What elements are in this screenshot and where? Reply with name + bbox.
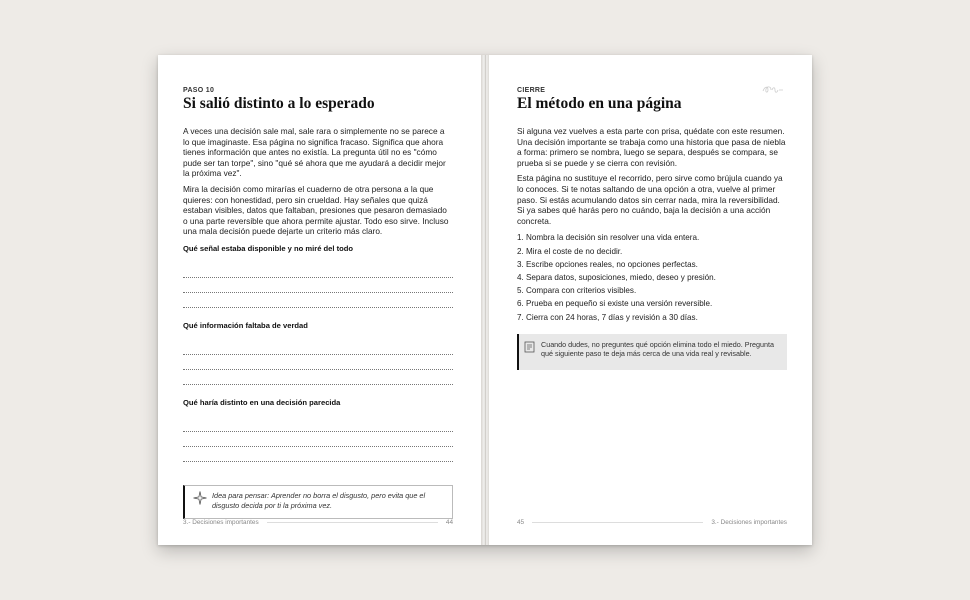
list-item: 2. Mira el coste de no decidir. (517, 246, 623, 256)
sparkle-icon (193, 491, 207, 510)
method-steps (517, 231, 787, 323)
right-kicker: CIERRE (517, 87, 546, 94)
list-item: 6. Prueba en pequeño si existe una versión reversible. (517, 299, 713, 309)
right-paragraph-2: Esta página no sustituye el recorrido, pero sirve como brújula cuando ya lo conoces. Si te notas saltando de una opción a otra, vuelve al primer paso. Si estás acumulando datos sin cerrar nada, mira la reversibilidad. Si ya sabes qué harás pero no cuándo, baja la decisión a una acción concreta. (517, 173, 783, 226)
list-item: 5. Compara con criterios visibles. (517, 286, 637, 296)
answer-lines-1 (183, 261, 453, 308)
question-1: Qué señal estaba disponible y no miré del todo (183, 243, 354, 253)
footer-section: 3.- Decisiones importantes (711, 519, 787, 526)
answer-line[interactable] (183, 432, 453, 447)
summary-callout (517, 334, 787, 370)
footer-rule (267, 522, 438, 523)
answer-lines-2 (183, 338, 453, 385)
left-paragraph-2: Mira la decisión como mirarías el cuaderno de otra persona a la que quieres: con honestidad, pero sin crueldad. Hay señales que quizá estaban visibles, datos que faltaban, presiones que pesaron demasiado o una parte reversible que ahora permite ajustar. Todo eso sirve. Incluso una mala decisión puede dejarte un criterio más claro. (183, 183, 449, 237)
answer-line[interactable] (183, 278, 453, 293)
left-paragraph-1: A veces una decisión sale mal, sale rara o simplemente no se parece a lo que imaginaste. Esa página no significa fracaso. Significa que ahora tienes información que antes no existía. La pregunta útil no es "cómo pude ser tan torpe", sino "qué sé ahora que me ayudará a decidir mejor la próxima vez". (183, 126, 446, 179)
answer-line[interactable] (183, 355, 453, 370)
list-item: 4. Separa datos, suposiciones, miedo, deseo y presión. (517, 272, 716, 282)
answer-line[interactable] (183, 338, 453, 355)
footer-rule (532, 522, 703, 523)
question-3: Qué haría distinto en una decisión parecida (183, 397, 341, 407)
list-item: 3. Escribe opciones reales, no opciones perfectas. (517, 259, 698, 269)
note-text: Idea para pensar: Aprender no borra el disgusto, pero evita que el disgusto decida por ti la próxima vez. (212, 490, 426, 510)
doodle-icon (762, 82, 784, 100)
answer-line[interactable] (183, 370, 453, 385)
question-2: Qué información faltaba de verdad (183, 320, 308, 330)
book-gutter (481, 55, 489, 545)
right-title: El método en una página (517, 95, 682, 112)
list-item: 1. Nombra la decisión sin resolver una vida entera. (517, 233, 700, 243)
open-book (158, 55, 812, 545)
list-item: 7. Cierra con 24 horas, 7 días y revisión a 30 días. (517, 312, 698, 322)
document-icon (524, 340, 535, 358)
left-footer (183, 519, 453, 526)
right-page (489, 55, 812, 545)
answer-lines-3 (183, 415, 453, 462)
footer-section: 3.- Decisiones importantes (183, 519, 259, 526)
right-paragraph-1: Si alguna vez vuelves a esta parte con prisa, quédate con este resumen. Una decisión importante se trabaja como una historia que pasa de niebla a forma: primero se nombra, luego se separa, después se compara, se prueba si se puede y se cierra con revisión. (517, 126, 786, 168)
answer-line[interactable] (183, 415, 453, 432)
right-footer (517, 519, 787, 526)
answer-line[interactable] (183, 293, 453, 308)
answer-line[interactable] (183, 261, 453, 278)
left-page (158, 55, 481, 545)
thinking-note (183, 485, 453, 519)
page-number: 45 (517, 519, 525, 526)
callout-text: Cuando dudes, no preguntes qué opción elimina todo el miedo. Pregunta qué siguiente paso te deja más cerca de una vida real y revisable. (541, 339, 774, 359)
left-title: Si salió distinto a lo esperado (183, 95, 375, 112)
answer-line[interactable] (183, 447, 453, 462)
left-kicker: PASO 10 (183, 87, 215, 94)
page-number: 44 (445, 519, 453, 526)
